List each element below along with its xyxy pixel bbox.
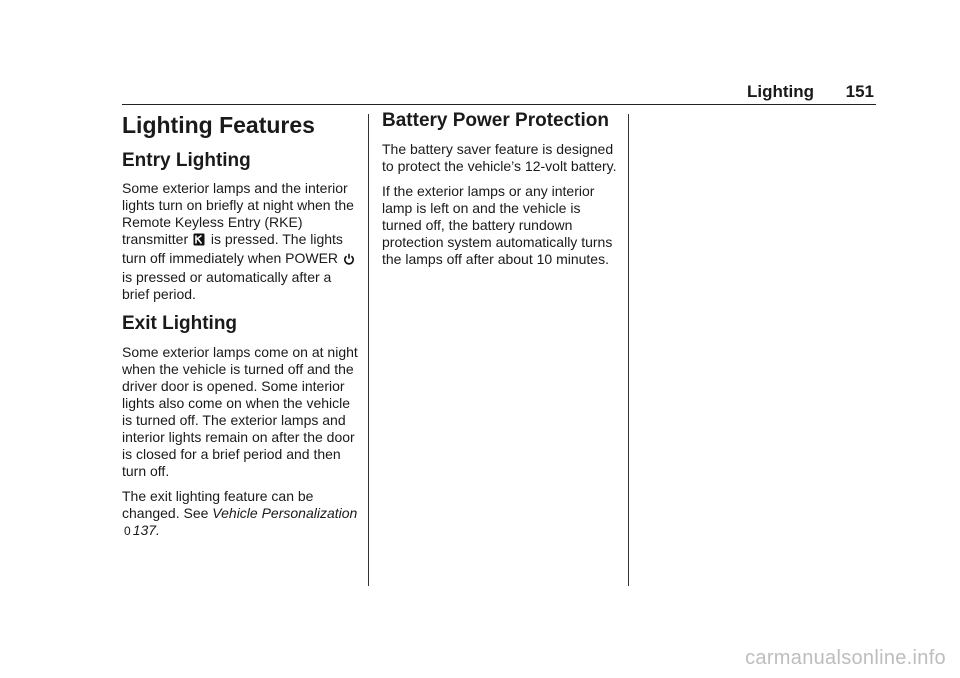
- battery-protection-heading: Battery Power Protection: [382, 110, 609, 131]
- exit-lighting-paragraph: Some exterior lamps come on at night when the vehicle is turned off and the driver door is opened. Some interior lights also come on when the vehicle is turned off. The exterior lamps and interior lights remain on after the door is closed for a brief period and then turn off.: [122, 344, 358, 480]
- watermark: carmanualsonline.info: [745, 647, 946, 669]
- battery-protection-paragraph-1: The battery saver feature is designed to protect the vehicle’s 12-volt battery.: [382, 140, 617, 174]
- exit-lighting-reference: The exit lighting feature can be changed. See Vehicle Personalization 0 137.: [122, 488, 358, 539]
- column-divider: [628, 114, 629, 586]
- section-title: Lighting: [746, 82, 814, 101]
- vehicle-personalization-link[interactable]: Vehicle Personalization: [212, 505, 358, 522]
- column-divider: [368, 114, 369, 586]
- exit-lighting-heading: Exit Lighting: [122, 313, 238, 335]
- entry-lighting-paragraph: Some exterior lamps and the interior lights turn on briefly at night when the Remote Keyless Entry (RKE) transmitter is pressed. The lights turn off immediately when POWER is pressed or automatically after a brief period.: [122, 180, 354, 303]
- entry-lighting-heading: Entry Lighting: [122, 149, 251, 171]
- column-2: [382, 108, 618, 276]
- power-icon: [343, 252, 355, 269]
- page-reference[interactable]: 137.: [132, 522, 160, 539]
- page-header: [122, 82, 876, 105]
- page-number: 151: [845, 82, 874, 101]
- page-ref-arrow-icon: 0: [124, 524, 131, 539]
- column-1: [122, 108, 358, 548]
- battery-protection-paragraph-2: If the exterior lamps or any interior lamp is left on and the vehicle is turned off, the battery rundown protection system automatically turns the lamps off after about 10 minutes.: [382, 182, 613, 267]
- chapter-title: Lighting Features: [122, 112, 315, 138]
- unlock-icon: [193, 233, 205, 250]
